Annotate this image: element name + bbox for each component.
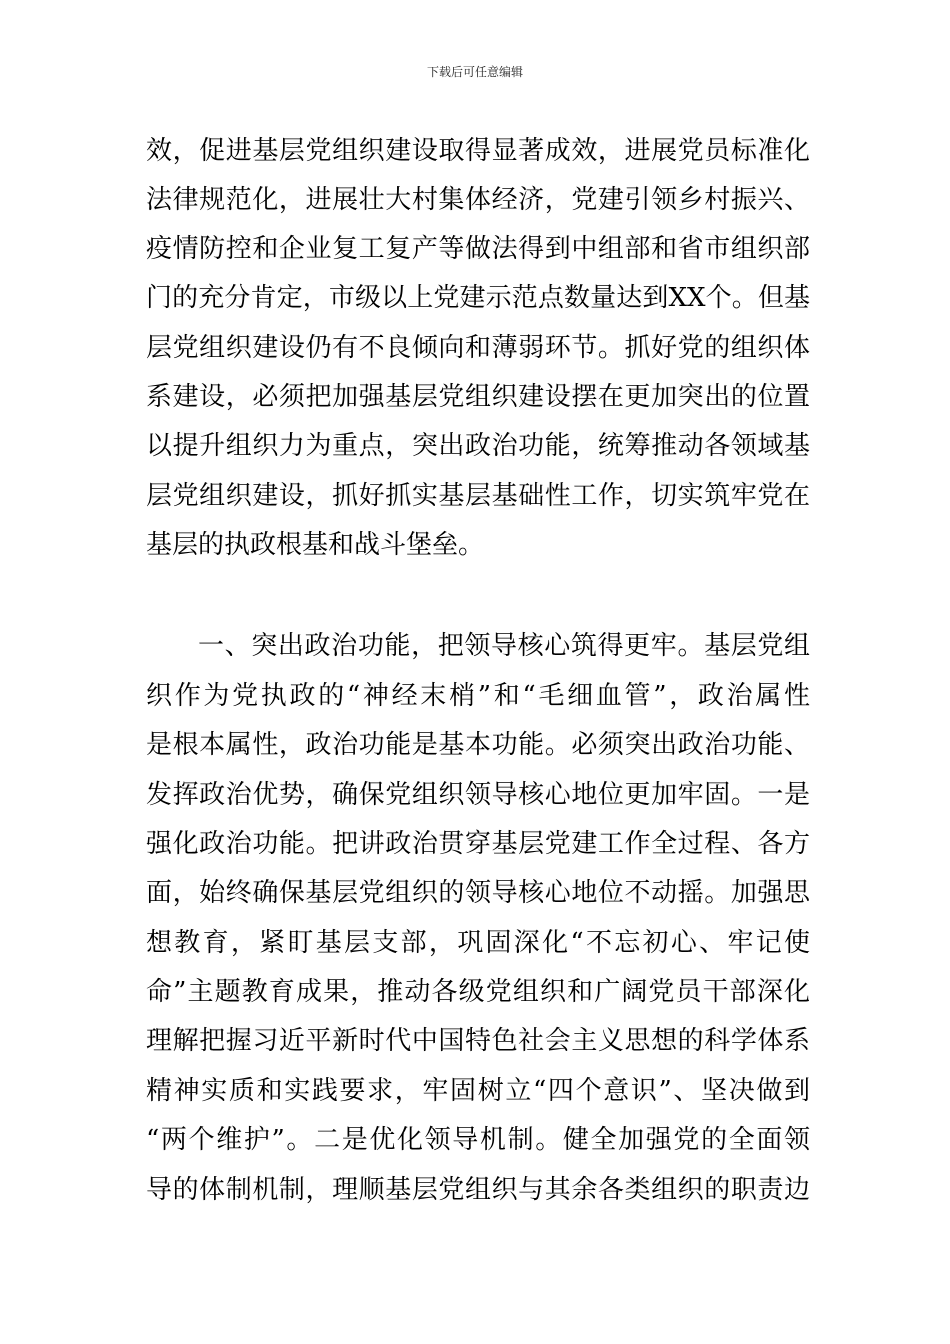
paragraph-2-line-3: 是根本属性，政治功能是基本功能。必须突出政治功能、 — [146, 730, 810, 760]
paragraph-2-line-11: “两个维护”。二是优化领导机制。健全加强党的全面领 — [146, 1125, 810, 1155]
paragraph-2-line-6: 面，始终确保基层党组织的领导核心地位不动摇。加强思 — [146, 878, 810, 908]
paragraph-2-line-9: 理解把握习近平新时代中国特色社会主义思想的科学体系 — [146, 1026, 810, 1056]
paragraph-2-line-4: 发挥政治优势，确保党组织领导核心地位更加牢固。一是 — [146, 780, 810, 810]
paragraph-2-line-10: 精神实质和实践要求，牢固树立“四个意识”、坚决做到 — [146, 1076, 810, 1106]
paragraph-1-line-1: 效，促进基层党组织建设取得显著成效，进展党员标准化 — [146, 136, 810, 166]
page-header: 下载后可任意编辑 — [426, 65, 523, 79]
paragraph-2-line-8: 命”主题教育成果，推动各级党组织和广阔党员干部深化 — [146, 977, 810, 1007]
paragraph-2-line-12: 导的体制机制，理顺基层党组织与其余各类组织的职责边 — [146, 1175, 810, 1205]
paragraph-2-line-5: 强化政治功能。把讲政治贯穿基层党建工作全过程、各方 — [146, 829, 810, 859]
paragraph-2-line-1: 一、突出政治功能，把领导核心筑得更牢。基层党组 — [198, 631, 810, 661]
paragraph-1-line-4: 门的充分肯定，市级以上党建示范点数量达到XX个。但基 — [146, 283, 810, 313]
paragraph-1-line-5: 层党组织建设仍有不良倾向和薄弱环节。抓好党的组织体 — [146, 333, 810, 363]
paragraph-1-line-6: 系建设，必须把加强基层党组织建设摆在更加突出的位置 — [146, 382, 810, 412]
paragraph-1-line-2: 法律规范化，进展壮大村集体经济，党建引领乡村振兴、 — [146, 185, 810, 215]
paragraph-2-line-7: 想教育，紧盯基层支部，巩固深化“不忘初心、牢记使 — [146, 928, 810, 958]
paragraph-1-line-8: 层党组织建设，抓好抓实基层基础性工作，切实筑牢党在 — [146, 481, 810, 511]
paragraph-1-line-7: 以提升组织力为重点，突出政治功能，统筹推动各领域基 — [146, 431, 810, 461]
paragraph-1-line-9: 基层的执政根基和战斗堡垒。 — [146, 530, 485, 560]
paragraph-2-line-2: 织作为党执政的“神经末梢”和“毛细血管”，政治属性 — [146, 681, 810, 711]
paragraph-1-line-3: 疫情防控和企业复工复产等做法得到中组部和省市组织部 — [146, 234, 810, 264]
